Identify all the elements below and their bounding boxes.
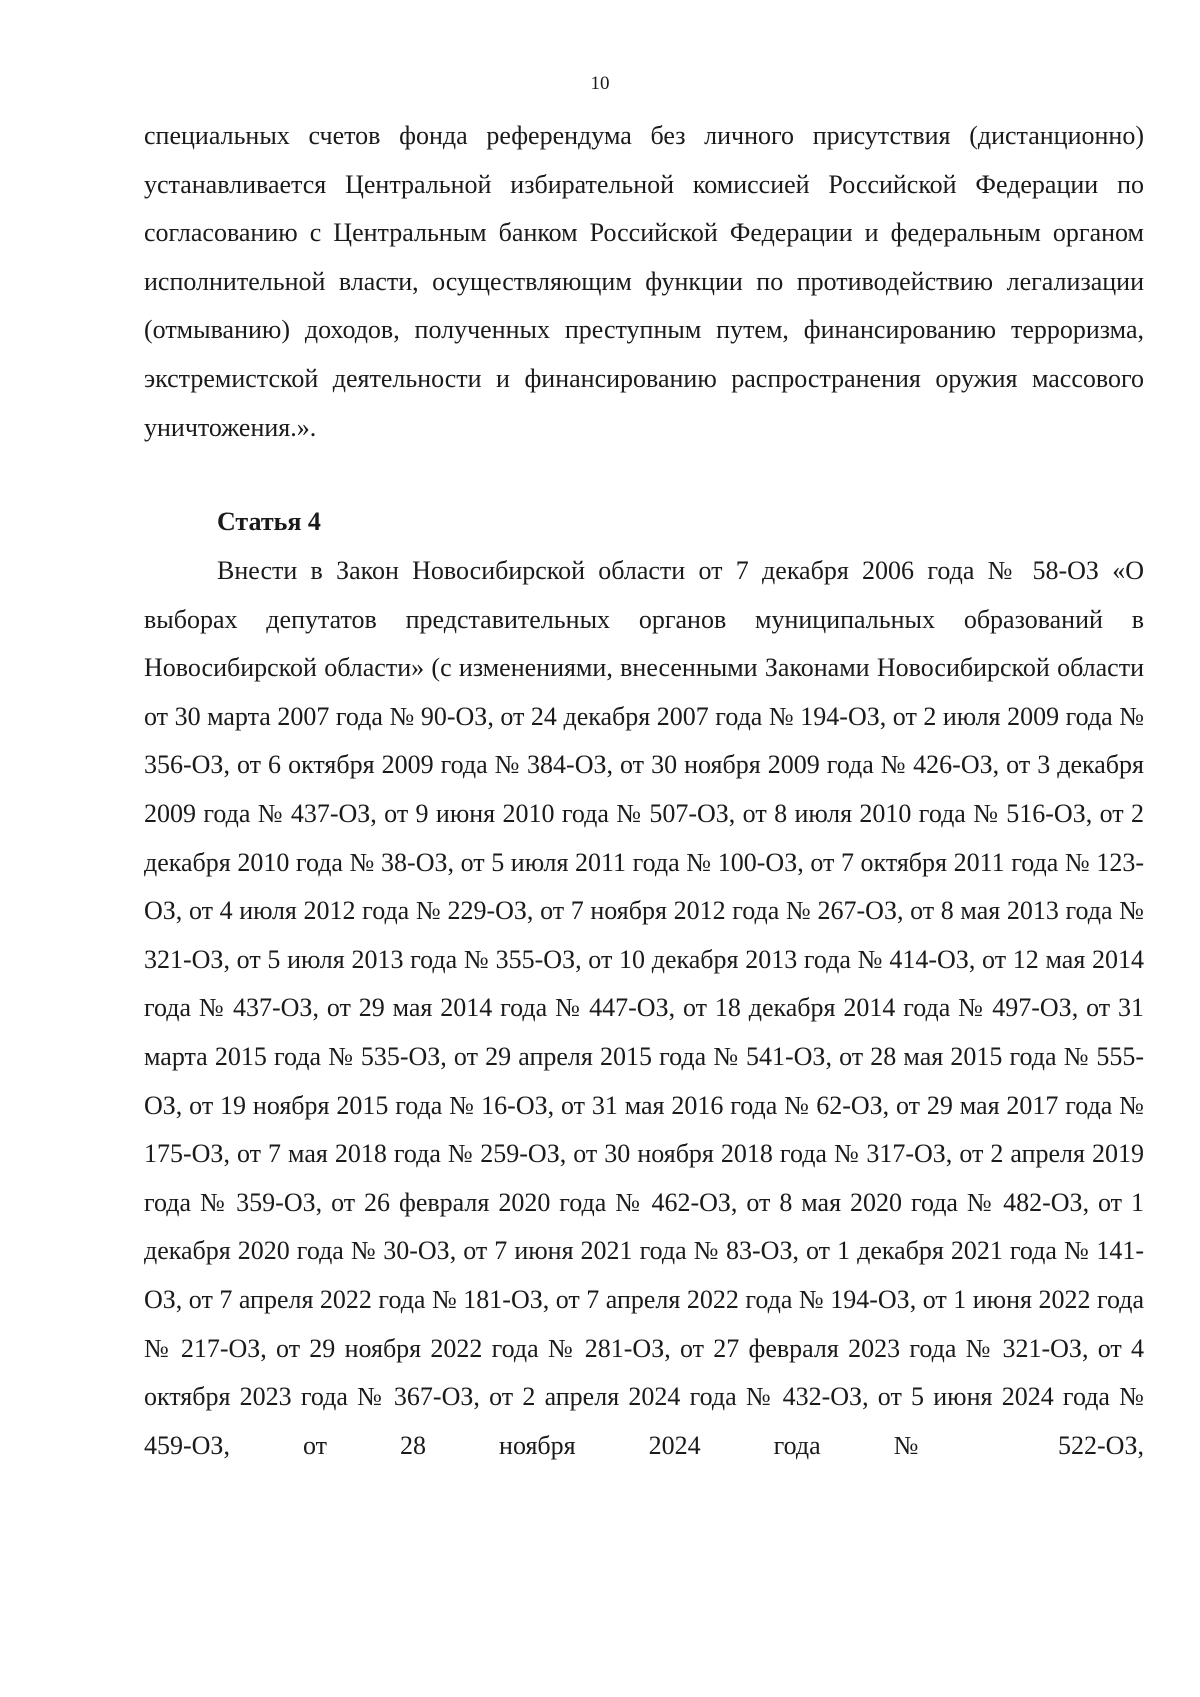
page-number: 10 [590,73,610,94]
article-paragraph: Внести в Закон Новосибирской области от 7 декабря 2006 года № 58-ОЗ «О выборах депутатов представительных органов муниципальных образований в Новосибирской области» (с изменениями, внесенными Законами Новосибирской области от 30 марта 2007 года № 90-ОЗ, от 24 декабря 2007 года № 194-ОЗ, от 2 июля 2009 года № 356-ОЗ, от 6 октября 2009 года № 384-ОЗ, от 30 ноября 2009 года № 426-ОЗ, от 3 декабря 2009 года № 437-ОЗ, от 9 июня 2010 года № 507-ОЗ, от 8 июля 2010 года № 516-ОЗ, от 2 декабря 2010 года № 38-ОЗ, от 5 июля 2011 года № 100-ОЗ, от 7 октября 2011 года № 123-ОЗ, от 4 июля 2012 года № 229-ОЗ, от 7 ноября 2012 года № 267-ОЗ, от 8 мая 2013 года № 321-ОЗ, от 5 июля 2013 года № 355-ОЗ, от 10 декабря 2013 года № 414-ОЗ, от 12 мая 2014 года № 437-ОЗ, от 29 мая 2014 года № 447-ОЗ, от 18 декабря 2014 года № 497-ОЗ, от 31 марта 2015 года № 535-ОЗ, от 29 апреля 2015 года № 541-ОЗ, от 28 мая 2015 года № 555-ОЗ, от 19 ноября 2015 года № 16-ОЗ, от 31 мая 2016 года № 62-ОЗ, от 29 мая 2017 года № 175-ОЗ, от 7 мая 2018 года № 259-ОЗ, от 30 ноября 2018 года № 317-ОЗ, от 2 апреля 2019 года № 359-ОЗ, от 26 февраля 2020 года № 462-ОЗ, от 8 мая 2020 года № 482-ОЗ, от 1 декабря 2020 года № 30-ОЗ, от 7 июня 2021 года № 83-ОЗ, от 1 декабря 2021 года № 141-ОЗ, от 7 апреля 2022 года № 181-ОЗ, от 7 апреля 2022 года № 194-ОЗ, от 1 июня 2022 года № 217-ОЗ, от 29 ноября 2022 года № 281-ОЗ, от 27 февраля 2023 года № 321-ОЗ, от 4 октября 2023 года № 367-ОЗ, от 2 апреля 2024 года № 432-ОЗ, от 5 июня 2024 года № 459-ОЗ, от 28 ноября 2024 года № 522-ОЗ, [144,556,1144,1460]
continued-paragraph: специальных счетов фонда референдума без личного присутствия (дистанционно) устанавливается Центральной избирательной комиссией Российской Федерации по согласованию с Центральным банком Российской Федерации и федеральным органом исполнительной власти, осуществляющим функции по противодействию легализации (отмыванию) доходов, полученных преступным путем, финансированию терроризма, экстремистской деятельности и финансированию распространения оружия массового уничтожения.». [144,121,1144,442]
article-heading: Статья 4 [217,507,321,536]
